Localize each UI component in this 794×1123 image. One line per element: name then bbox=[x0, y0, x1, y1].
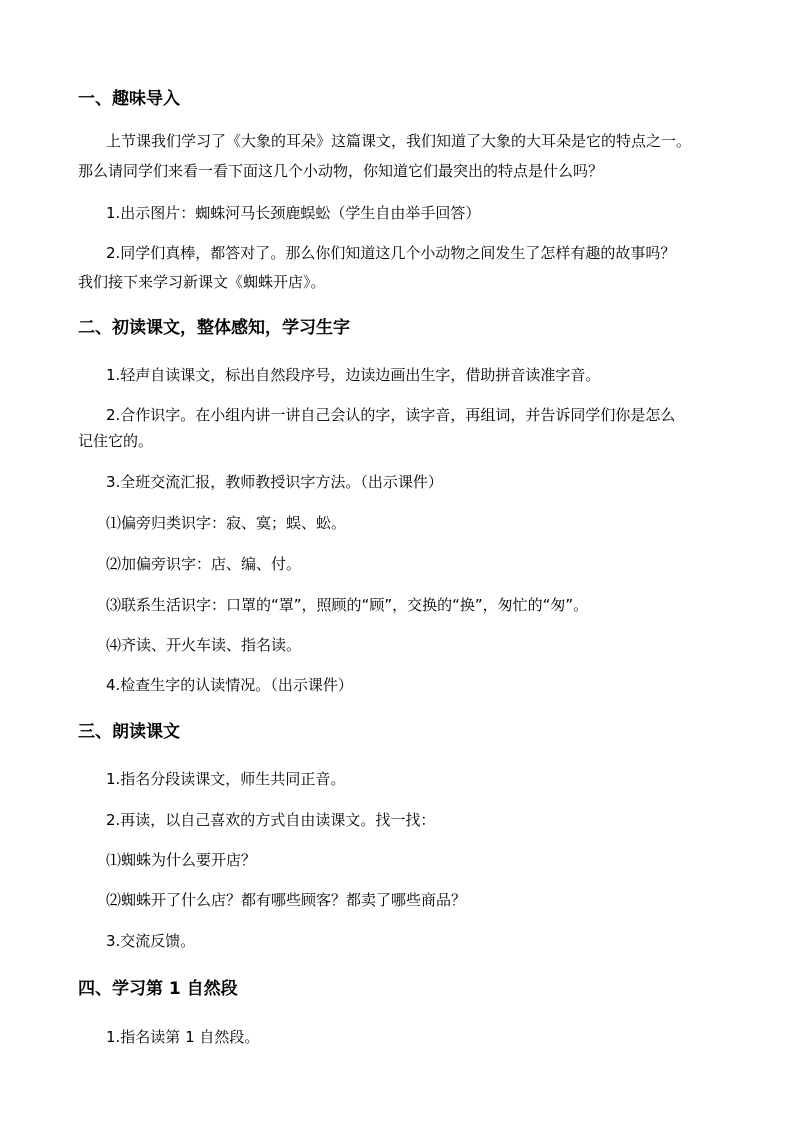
paragraph-line: 记住它的。 bbox=[78, 432, 154, 450]
section-heading-2: 二、初读课文，整体感知，学习生字 bbox=[78, 318, 350, 338]
paragraph-line: 我们接下来学习新课文《蜘蛛开店》。 bbox=[78, 273, 326, 291]
paragraph-line: 2.同学们真棒，都答对了。那么你们知道这几个小动物之间发生了怎样有趣的故事吗？ bbox=[106, 244, 676, 262]
section-heading-1: 一、趣味导入 bbox=[78, 89, 180, 109]
paragraph-line: 1.指名分段读课文，师生共同正音。 bbox=[106, 770, 346, 788]
paragraph-line: ⑴偏旁归类识字：寂、寞；蜈、蚣。 bbox=[106, 514, 347, 532]
paragraph-line: ⑷齐读、开火车读、指名读。 bbox=[106, 636, 302, 654]
paragraph-line: ⑴蜘蛛为什么要开店？ bbox=[106, 851, 257, 869]
paragraph-line: 3.交流反馈。 bbox=[106, 932, 196, 950]
paragraph-line: 1.轻声自读课文，标出自然段序号，边读边画出生字，借助拼音读准字音。 bbox=[106, 366, 601, 384]
paragraph-line: 2.再读，以自己喜欢的方式自由读课文。找一找： bbox=[106, 811, 436, 829]
paragraph-line: 1.指名读第 1 自然段。 bbox=[106, 1028, 260, 1046]
section-heading-3: 三、朗读课文 bbox=[78, 722, 180, 742]
paragraph-line: 4.检查生字的认读情况。（出示课件） bbox=[106, 676, 353, 694]
paragraph-line: 2.合作识字。在小组内讲一讲自己会认的字，读字音，再组词，并告诉同学们你是怎么 bbox=[106, 406, 676, 424]
paragraph-line: 3.全班交流汇报，教师教授识字方法。（出示课件） bbox=[106, 473, 443, 491]
paragraph-line: 1.出示图片：蜘蛛河马长颈鹿蜈蚣（学生自由举手回答） bbox=[106, 204, 481, 222]
section-heading-4: 四、学习第 1 自然段 bbox=[78, 979, 238, 999]
paragraph-line: 那么请同学们来看一看下面这几个小动物，你知道它们最突出的特点是什么吗？ bbox=[78, 162, 604, 180]
paragraph-line: 上节课我们学习了《大象的耳朵》这篇课文，我们知道了大象的大耳朵是它的特点之一。 bbox=[106, 132, 692, 150]
paragraph-line: ⑵蜘蛛开了什么店？都有哪些顾客？都卖了哪些商品？ bbox=[106, 891, 467, 909]
paragraph-line: ⑵加偏旁识字：店、编、付。 bbox=[106, 555, 302, 573]
paragraph-line: ⑶联系生活识字：口罩的“罩”，照顾的“顾”，交换的“换”，匆忙的“匆”。 bbox=[106, 596, 589, 614]
